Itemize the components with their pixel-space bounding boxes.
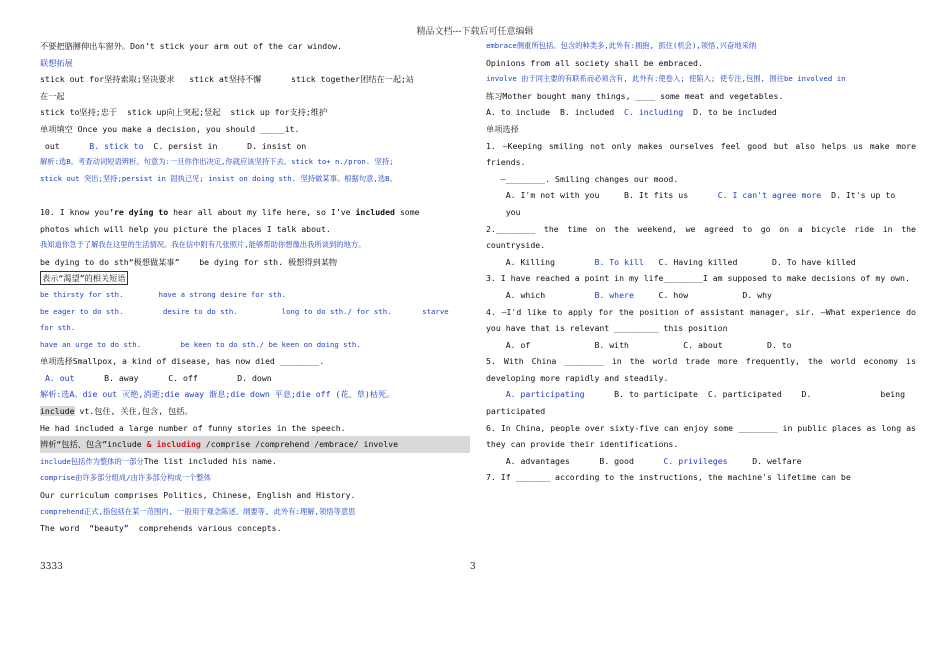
definition: involve 由于同主要的有联系而必须含有, 此外有:使卷入; 使陷入; 使专注,包围, 围住be involved in [486, 74, 846, 84]
right-column [486, 38, 916, 486]
exercise-question: 单项选择Smallpox, a kind of disease, has now died ________. [40, 356, 325, 367]
phrase: starve [422, 306, 449, 316]
phrase: be thirsty for sth. [40, 289, 124, 299]
text-sentence [40, 204, 470, 221]
phrase: be keen to do sth./ be keen on doing sth. [180, 339, 361, 349]
definition: comprehend正式,指包括在某一范围内, 一般用于观念陈述、纲要等, 此外有:理解,领悟等意思 [40, 506, 356, 516]
option-a: A. advantages [505, 455, 570, 466]
explanation: 解析:选A。die out 灭绝,消逝;die away 渐息;die down 平息;die off (花、草)枯死。 [40, 389, 395, 400]
question-6-options [486, 453, 916, 470]
footer-page-number: 3 [470, 562, 476, 572]
option-c: C. participated [707, 389, 782, 400]
spacer [40, 187, 470, 204]
heading-part: 辨析“包括、包含”include [40, 439, 147, 450]
page-header: 精品文档---下载后可任意编辑 [416, 27, 534, 37]
section-heading: 联想拓展 [40, 57, 73, 68]
phrase-row [40, 337, 470, 354]
option-d: D. It's up to [831, 190, 896, 201]
text-part: hear all about my life here, so I’ve [168, 206, 356, 217]
section-heading: 单项选择 [486, 123, 519, 134]
option-d: D. insist on [247, 140, 307, 151]
exercise-options [40, 370, 470, 387]
example-sentence: 不要把胳膊伸出车窗外。Don’t stick your arm out of the car window. [40, 41, 343, 51]
option-c: C. off [168, 372, 198, 383]
option-a: A. participating [505, 389, 585, 400]
option-c: C. about [683, 339, 723, 350]
option-a: A. Killing [505, 256, 556, 267]
left-column [40, 38, 470, 537]
footer-left: 3333 [40, 562, 63, 572]
option-d: D. to be included [693, 107, 777, 118]
option-a: A. to include [486, 107, 551, 118]
option-b: B. stick to [89, 140, 144, 151]
phrase: have a strong desire for sth. [158, 289, 287, 299]
definition: comprise由许多部分组成/由许多部分构成一个整体 [40, 473, 211, 483]
phrase: be eager to do sth. [40, 306, 124, 316]
comparison-heading [40, 436, 470, 453]
text-sentence: photos which will help you picture the places I talk about. [40, 223, 331, 234]
option-d: D. [801, 389, 812, 400]
text-bold: included [355, 206, 395, 217]
option-d: D. to [767, 339, 792, 350]
option-b: B. To kill [594, 256, 644, 267]
question-1: 1. —Keeping smiling not only makes ourselves feel good but also helps us make more friends. [486, 140, 916, 168]
exercise-options [486, 104, 916, 121]
question-1-options [486, 187, 916, 204]
headword: include [40, 406, 75, 417]
explanation: 解析:选B。考查动词短语辨析。句意为:一旦你作出决定,你就应该坚持下去。stick to+ n./pron. 坚持; [40, 157, 394, 167]
word-definition [40, 403, 470, 420]
option-a: A. I'm not with you [505, 190, 600, 201]
text-part: 10. I know you [40, 206, 110, 217]
question-6: 6. In China, people over sixty-five can enjoy some ________ in public places as long as they can provide their identifications. [486, 422, 916, 450]
phrase-row [40, 304, 470, 321]
heading-part: /comprise /comprehend /embrace/ involve [200, 439, 399, 450]
box-title: 表示“渴望”的相关短语 [42, 273, 126, 284]
option-d-cont: you [505, 206, 521, 217]
translation: 我知道你急于了解我在这里的生活情况。我在信中附有几张照片,能够帮助你想像出我所谈到的地方。 [40, 240, 366, 250]
question-3: 3. I have reached a point in my life________I am supposed to make decisions of my own. [486, 273, 910, 284]
example: The list included his name. [143, 455, 277, 466]
option-d: D. To have killed [771, 256, 856, 267]
option-c: C. including [624, 107, 684, 118]
text-part: some [394, 206, 420, 217]
option-c: C. privileges [663, 455, 728, 466]
example-sentence: Opinions from all society shall be embraced. [486, 57, 703, 68]
question-5-options [486, 386, 916, 403]
option-b: B. away [104, 372, 139, 383]
option-b: B. good [599, 455, 634, 466]
exercise-question: 练习Mother bought many things, ____ some meat and vegetables. [486, 90, 784, 101]
exercise-question: 单项填空 Once you make a decision, you should _____it. [40, 123, 300, 134]
option-c: C. persist in [153, 140, 218, 151]
text-bold: ’re dying to [109, 206, 169, 217]
option-b: B. to participate [614, 389, 698, 400]
option-d: D. down [237, 372, 272, 383]
example-sentence: He had included a large number of funny stories in the speech. [40, 422, 346, 433]
option-b: B. with [594, 339, 629, 350]
question-7: 7. If _______ according to the instructions, the machine's lifetime can be [486, 472, 851, 483]
option-a: A. which [505, 289, 546, 300]
explanation: stick out 突出;坚持;persist in 固执己见; insist on doing sth. 坚持做某事。根据句意,选B。 [40, 173, 397, 183]
example-sentence: Our curriculum comprises Politics, Chinese, English and History. [40, 490, 356, 501]
phrase-line: be dying to do sth“极想做某事” be dying for sth. 极想得到某物 [40, 256, 338, 267]
question-2: 2.________ the time on the weekend, we agreed to go on a bicycle ride in the countryside. [486, 223, 916, 251]
question-1-options-cont [486, 204, 916, 221]
phrase: long to do sth./ for sth. [281, 306, 392, 316]
question-1-reply: —________. Smiling changes our mood. [486, 173, 679, 184]
heading-highlight: & including [146, 439, 201, 450]
option-c: C. how [658, 289, 689, 300]
phrase-line: stick out for坚持索取;坚决要求 stick at坚持不懈 stick together团结在一起;站 [40, 74, 415, 85]
box-title-line [40, 270, 470, 287]
option-a: A. out [44, 372, 75, 383]
option-c: C. Having killed [658, 256, 738, 267]
exercise-options [40, 138, 470, 155]
phrase: desire to do sth. [163, 306, 238, 316]
option-d: D. welfare [752, 455, 802, 466]
question-5: 5. With China ________ in the world trade more frequently, the world economy is developing more rapidly and steadily. [486, 356, 916, 383]
phrase-line: stick to坚持;忠于 stick up向上突起;竖起 stick up for支持;维护 [40, 107, 328, 118]
option-a: out [40, 140, 60, 151]
option-d: D. why [742, 289, 772, 300]
option-c: C. I can't agree more [717, 190, 822, 201]
option-d-part: being [880, 389, 906, 400]
question-5-options-cont: participated [486, 406, 546, 417]
definition-line [40, 453, 470, 471]
phrase-row: for sth. [40, 323, 76, 333]
phrase-line: 在一起 [40, 90, 65, 101]
definition: include包括作为整体的一部分 [40, 456, 144, 466]
question-3-options [486, 287, 916, 304]
option-b: B. where [594, 289, 634, 300]
phrase: have an urge to do sth. [40, 339, 142, 349]
option-b: B. included [559, 107, 615, 118]
definition: embrace侧重所包括、包含的种类多,此外有:拥抱, 抓住(机会),领悟,兴奋地采纳 [486, 41, 757, 50]
question-2-options [486, 254, 916, 271]
example-sentence: The word “beauty” comprehends various concepts. [40, 523, 282, 534]
option-a: A. of [505, 339, 531, 350]
question-4: 4. —I'd like to apply for the position of assistant manager, sir. —What experience do you have that is relevant _________ this position [486, 306, 916, 334]
definition: vt.包住, 关住,包含, 包括。 [74, 406, 193, 417]
question-4-options [486, 337, 916, 354]
phrase-row [40, 287, 470, 304]
option-b: B. It fits us [624, 190, 689, 201]
